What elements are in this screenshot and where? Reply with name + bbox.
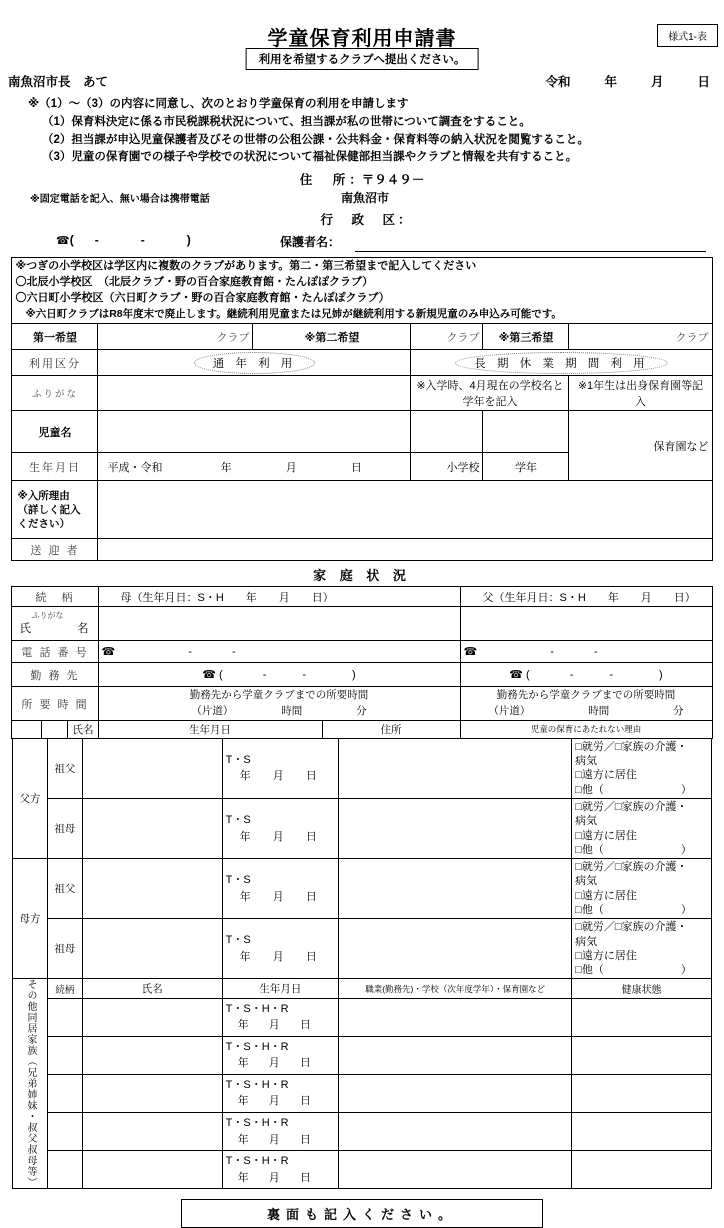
other-relation-input[interactable] [47,998,82,1036]
school-note-row [12,258,712,324]
dob-day: 日 [305,890,317,903]
reason-illness: 病気 [575,755,598,768]
child-birth-day-unit: 日 [350,461,362,474]
other-col-relation: 続柄 [47,979,82,998]
other-health-input[interactable] [572,1151,712,1189]
child-birth-month-unit: 月 [285,461,297,474]
guardian-name-label: 保護者名： [280,235,341,250]
table-row [13,798,712,858]
other-family-header-row [13,979,712,998]
child-furigana-label: ふりがな [12,376,98,411]
other-health-input[interactable] [572,1036,712,1074]
other-occupation-input[interactable] [339,1113,572,1151]
table-row [13,859,712,919]
telephone-icon: ☎ [202,668,216,682]
commute-hour-unit: 時間 [588,704,610,717]
dob-year: 年 [237,1133,249,1146]
admission-reason-row [12,481,712,539]
commute-min-unit: 分 [356,704,367,717]
dob-month: 月 [272,950,284,963]
other-relation-input[interactable] [47,1074,82,1112]
grandparent-header-row [12,720,712,738]
table-row [13,1074,712,1112]
mayor-address-label: 南魚沼市長 あて [8,75,109,89]
grandparent-address-input[interactable] [339,919,572,979]
grandparent-role: 祖父 [47,859,82,919]
father-header: 父（生年月日：S・H 年 月 日） [460,587,712,607]
mother-work-input[interactable]: ☎ ( - - ) [98,663,460,687]
parent-header-row [12,587,712,607]
second-choice-input[interactable]: クラブ [411,324,483,350]
era-label: 令和 [545,75,571,89]
parent-work-row [12,663,712,687]
child-grade-input[interactable] [483,411,569,453]
commute-note: 勤務先から学童クラブまでの所要時間 [189,689,369,702]
mother-header: 母（生年月日：S・H 年 月 日） [98,587,460,607]
parent-commute-label: 所 要 時 間 [12,687,98,720]
dob-month: 月 [268,1171,280,1184]
parent-name-row [12,607,712,641]
grandparent-name-input[interactable] [82,738,222,798]
mother-commute-input[interactable] [98,687,460,720]
consent-item-1: （1）保育料決定に係る市民税課税状況について、担当課が私の世帯について調査をすること。 [42,115,531,128]
reason-other[interactable]: □他（ ） [575,783,692,796]
reason-other[interactable]: □他（ ） [575,964,692,977]
parent-tel-row [12,641,712,663]
other-dob-input[interactable] [222,1036,339,1074]
grandparent-role: 祖父 [47,738,82,798]
grandparent-address-input[interactable] [339,798,572,858]
school-note-line-3: 〇六日町小学校区（六日町クラブ・野の百合家庭教育館・たんぽぽクラブ） [15,292,390,305]
telephone-icon: ☎ [101,645,116,659]
father-commute-input[interactable] [460,687,712,720]
other-occupation-input[interactable] [339,1151,572,1189]
usage-type-row [12,350,712,376]
dob-month: 月 [272,830,284,843]
grandparent-name-input[interactable] [82,919,222,979]
escort-label: 送 迎 者 [12,539,98,561]
consent-intro: ※（1）～（3）の内容に同意し、次のとおり学童保育の利用を申請します [28,98,409,110]
dob-era: T・S [225,753,251,766]
dob-year: 年 [237,1057,249,1070]
grandparent-reason-cell[interactable] [572,919,712,979]
other-dob-input[interactable] [222,1074,339,1112]
grandparent-address-input[interactable] [339,859,572,919]
page-header [0,0,724,64]
date-fields [545,72,710,90]
usage-option-year-round[interactable]: 通 年 利 用 [194,352,316,374]
other-family-vertical-label: その他同居家族（兄弟姉妹・叔父叔母等） [24,979,36,1189]
child-application-table [11,257,712,561]
admission-reason-input[interactable] [98,481,712,539]
dob-day: 日 [299,1133,311,1146]
school-note-cell [12,258,712,324]
usage-year-round-cell[interactable] [98,350,411,376]
other-health-input[interactable] [572,998,712,1036]
dob-year: 年 [237,1171,249,1184]
first-choice-input[interactable]: クラブ [98,324,253,350]
submit-instruction: 利用を希望するクラブへ提出ください。 [246,48,479,70]
child-name-label: 児童名 [12,411,98,453]
family-status-title: 家 庭 状 況 [313,568,411,584]
commute-oneway: （片道） [191,704,234,717]
grandparent-address-input[interactable] [339,738,572,798]
grandparent-dob-input[interactable] [222,859,339,919]
child-name-input[interactable] [98,411,411,453]
child-grade-unit: 学年 [483,453,569,481]
other-name-input[interactable] [82,1074,222,1112]
dob-day: 日 [299,1095,311,1108]
other-col-name: 氏名 [82,979,222,998]
other-relation-input[interactable] [47,1151,82,1189]
usage-long-holiday-cell[interactable] [411,350,712,376]
grandparent-dob-input[interactable] [222,919,339,979]
dob-day: 日 [299,1019,311,1032]
table-row [13,1113,712,1151]
school-note-line-2: 〇北辰小学校区 （北辰クラブ・野の百合家庭教育館・たんぽぽクラブ） [15,276,374,289]
other-relation-input[interactable] [47,1036,82,1074]
dob-era: T・S・H・R [225,1078,289,1091]
table-row [13,998,712,1036]
commute-oneway: （片道） [488,704,531,717]
applicant-tel-field[interactable]: ☎( - - ) [56,233,191,248]
dob-month: 月 [268,1019,280,1032]
telephone-icon: ☎ [463,645,478,659]
dob-era: T・S [225,934,251,947]
dob-year: 年 [237,1019,249,1032]
usage-type-label: 利用区分 [12,350,98,376]
dob-month: 月 [268,1133,280,1146]
grandparent-table [12,738,712,980]
grandparent-role: 祖母 [47,919,82,979]
other-name-input[interactable] [82,1113,222,1151]
reason-far[interactable]: □遠方に居住 [575,949,637,962]
parent-name-label-left: 氏 [19,622,31,635]
family-status-table [11,586,712,738]
mayor-and-date-row [0,72,724,94]
dob-day: 日 [299,1171,311,1184]
district-label: 行 政 区： [320,213,414,228]
page-title: 学童保育利用申請書 [267,28,457,50]
table-row [13,1036,712,1074]
month-unit: 月 [650,75,664,89]
first-choice-label: 第一希望 [12,324,98,350]
reason-illness: 病気 [575,875,598,888]
usage-option-long-holiday[interactable]: 長 期 休 業 期 間 利 用 [455,352,667,374]
admission-reason-label-l1: ※入所理由 [17,489,70,502]
child-furigana-input[interactable] [98,376,411,411]
parent-name-label [12,607,98,641]
grandparent-name-input[interactable] [82,859,222,919]
address-value: ：〒９４９－ [349,173,425,188]
dob-day: 日 [299,1057,311,1070]
reason-work-care[interactable]: □就労／□家族の介護・ [575,921,688,934]
dob-era: T・S・H・R [225,1002,289,1015]
grandparent-side-maternal: 母方 [13,859,48,979]
father-tel-input[interactable]: ☎ - - [460,641,712,663]
commute-note: 勤務先から学童クラブまでの所要時間 [496,689,676,702]
other-name-input[interactable] [82,998,222,1036]
dob-day: 日 [305,950,317,963]
reason-work-care[interactable]: □就労／□家族の介護・ [575,800,688,813]
other-family-vertical-label-cell [13,979,48,1189]
address-row [0,170,724,188]
grandparent-side-paternal: 父方 [13,738,48,858]
child-school-note: ※入学時、4月現在の学校名と学年を記入 [411,376,569,411]
dob-era: T・S・H・R [225,1117,289,1130]
other-family-table [12,978,712,1189]
reason-illness: 病気 [575,935,598,948]
third-choice-label: ※第三希望 [483,324,569,350]
parent-work-label: 勤 務 先 [12,663,98,687]
reason-far[interactable]: □遠方に居住 [575,769,637,782]
dob-year: 年 [239,890,251,903]
grandparent-name-input[interactable] [82,798,222,858]
grandparent-col-dob: 生年月日 [98,720,322,738]
other-occupation-input[interactable] [339,998,572,1036]
second-choice-label: ※第二希望 [253,324,411,350]
dob-year: 年 [239,950,251,963]
day-unit: 日 [697,75,710,89]
dob-year: 年 [237,1095,249,1108]
other-name-input[interactable] [82,1036,222,1074]
consent-item-2: （2）担当課が申込児童保護者及びその世帯の公租公課・公共料金・保育料等の納入状況を閲覧すること。 [42,133,589,146]
parent-name-label-right: 名 [77,622,89,635]
father-name-input[interactable] [460,607,712,641]
admission-reason-label [12,481,98,539]
escort-row [12,539,712,561]
reason-far[interactable]: □遠方に居住 [575,889,637,902]
table-row [13,1151,712,1189]
child-preschool-note: ※1年生は出身保育園等記入 [569,376,712,411]
child-name-row [12,411,712,453]
form-number-badge: 様式1-表 [657,24,718,47]
grandparent-col-reason: 児童の保育にあたれない理由 [460,720,712,738]
consent-item-3: （3）児童の保育園での様子や学校での状況について福祉保健部担当課やクラブと情報を共有すること。 [42,151,578,164]
child-furigana-row [12,376,712,411]
mother-tel-input[interactable]: ☎ - - [98,641,460,663]
parent-furigana-label: ふりがな [31,610,64,620]
parent-tel-label: 電 話 番 号 [12,641,98,663]
dob-day: 日 [305,770,317,783]
relation-label: 続 柄 [12,587,98,607]
other-health-input[interactable] [572,1074,712,1112]
other-col-occupation: 職業(勤務先)・学校（次年度学年）・保育園など [339,979,572,998]
dob-era: T・S [225,814,251,826]
guardian-name-input[interactable] [355,251,706,252]
child-birth-input[interactable] [98,453,411,481]
dob-month: 月 [272,770,284,783]
other-relation-input[interactable] [47,1113,82,1151]
admission-reason-label-l3: ください） [17,517,70,530]
grandparent-reason-cell[interactable] [572,738,712,798]
commute-hour-unit: 時間 [281,704,303,717]
grandparent-reason-cell[interactable] [572,859,712,919]
consent-block [0,96,724,167]
other-dob-input[interactable] [222,1113,339,1151]
reason-other[interactable]: □他（ ） [575,903,692,916]
dob-year: 年 [239,770,251,783]
other-occupation-input[interactable] [339,1036,572,1074]
child-birth-year-unit: 年 [220,461,232,474]
city-name: 南魚沼市 [340,191,389,206]
reason-other[interactable]: □他（ ） [575,843,692,856]
other-dob-input[interactable] [222,998,339,1036]
grandparent-dob-input[interactable] [222,738,339,798]
escort-input[interactable] [98,539,712,561]
dob-month: 月 [268,1057,280,1070]
third-choice-input[interactable]: クラブ [569,324,712,350]
child-school-unit: 小学校 [411,453,483,481]
reason-illness: 病気 [575,815,598,828]
parent-commute-row [12,687,712,720]
school-note-line-1: ※つぎの小学校区は学区内に複数のクラブがあります。第二・第三希望まで記入してください [15,260,477,273]
dob-month: 月 [268,1095,280,1108]
other-dob-input[interactable] [222,1151,339,1189]
tel-note: ※固定電話を記入、無い場合は携帯電話 [30,194,210,206]
year-unit: 年 [604,75,617,89]
other-health-input[interactable] [572,1113,712,1151]
dob-day: 日 [305,830,317,843]
dob-era: T・S [225,874,251,887]
reason-work-care[interactable]: □就労／□家族の介護・ [575,740,688,753]
grandparent-reason-cell[interactable] [572,798,712,858]
reason-work-care[interactable]: □就労／□家族の介護・ [575,861,688,874]
telephone-icon: ☎ [509,668,523,682]
table-row [13,919,712,979]
choice-row [12,324,712,350]
dob-era: T・S・H・R [225,1155,289,1168]
grandparent-col-address: 住所 [322,720,460,738]
other-name-input[interactable] [82,1151,222,1189]
commute-min-unit: 分 [673,704,684,717]
other-col-dob: 生年月日 [222,979,339,998]
child-era-options: 平成・令和 [107,461,163,474]
child-birth-label: 生年月日 [12,453,98,481]
grandparent-dob-input[interactable] [222,798,339,858]
address-label: 住 所 [299,173,350,188]
child-preschool-unit: 保育園など [653,440,709,453]
grandparent-col-name: 氏名 [68,720,98,738]
grandparent-role: 祖母 [47,798,82,858]
reason-far[interactable]: □遠方に居住 [575,829,637,842]
school-note-line-4: ※六日町クラブはR8年度末で廃止します。継続利用児童または兄姉が継続利用する新規児童のみ申込み可能です。 [25,308,562,321]
dob-year: 年 [239,830,251,843]
table-row [13,738,712,798]
admission-reason-label-l2: （詳しく記入 [17,503,81,516]
dob-month: 月 [272,890,284,903]
telephone-icon: ☎ [56,234,70,248]
child-preschool-input[interactable] [569,411,712,481]
tel-guardian-row [0,231,724,257]
other-col-health: 健康状態 [572,979,712,998]
footer-note: 裏面も記入ください。 [181,1199,543,1228]
child-school-input[interactable] [411,411,483,453]
dob-era: T・S・H・R [225,1040,289,1053]
father-work-input[interactable]: ☎ ( - - ) [460,663,712,687]
mother-name-input[interactable] [98,607,460,641]
other-occupation-input[interactable] [339,1074,572,1112]
